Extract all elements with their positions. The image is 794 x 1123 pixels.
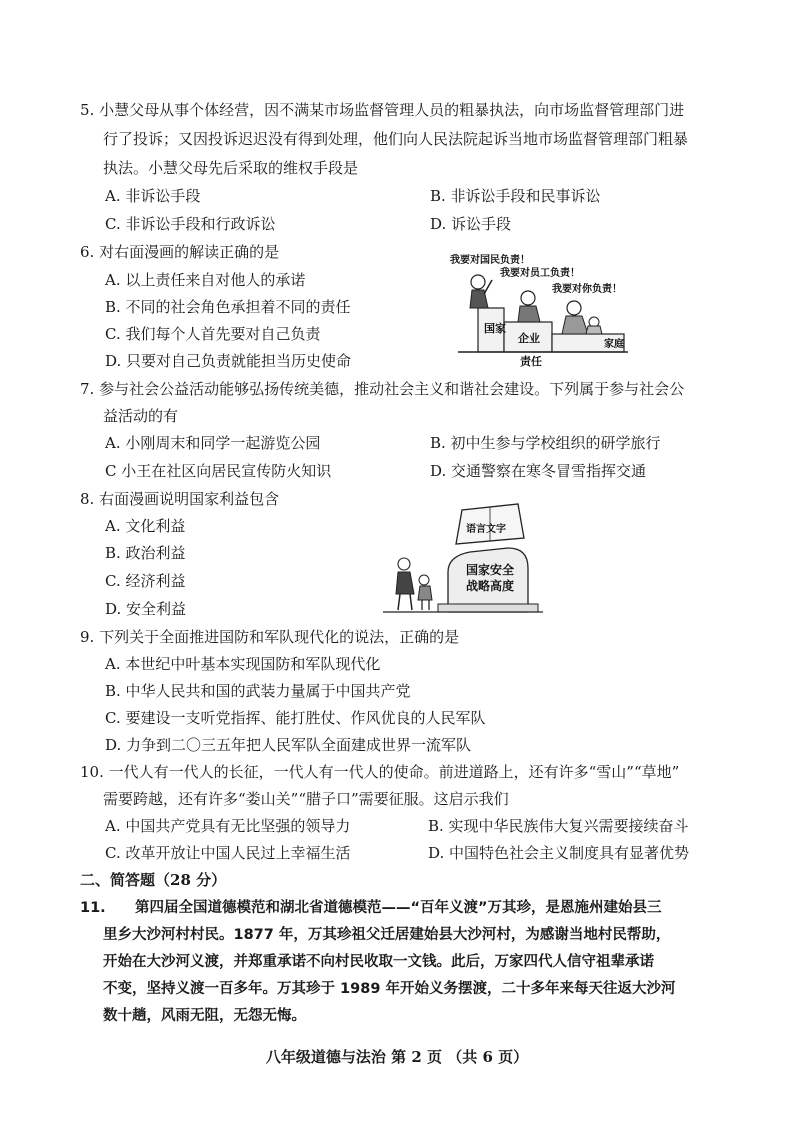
q7-stem-line-1: 7. 参与社会公益活动能够弘扬传统美德，推动社会主义和谐社会建设。下列属于参与社会公 xyxy=(80,380,685,398)
pedestal-label-line-2: 战略高度 xyxy=(466,579,515,593)
q10-option-c: C. 改革开放让中国人民过上幸福生活 xyxy=(105,844,351,862)
q8-option-b: B. 政治利益 xyxy=(105,544,186,562)
q10-stem-line-2: 需要跨越，还有许多“娄山关”“腊子口”需要征服。这启示我们 xyxy=(103,790,509,808)
q7-option-d: D. 交通警察在寒冬冒雪指挥交通 xyxy=(430,462,647,480)
national-interest-cartoon-illustration xyxy=(378,500,548,616)
q7-option-a: A. 小刚周末和同学一起游览公园 xyxy=(105,434,321,452)
q10-option-a: A. 中国共产党具有无比坚强的领导力 xyxy=(105,817,351,835)
q5-option-a: A. 非诉讼手段 xyxy=(105,187,201,205)
q5-stem-line-2: 行了投诉；又因投诉迟迟没有得到处理，他们向人民法院起诉当地市场监督管理部门粗暴 xyxy=(103,130,689,148)
q5-option-c: C. 非诉讼手段和行政诉讼 xyxy=(105,215,276,233)
q8-option-a: A. 文化利益 xyxy=(105,517,186,535)
platform-label-family: 家庭 xyxy=(604,339,624,350)
bubble-employees: 我要对员工负责！ xyxy=(500,268,580,279)
q8-option-d: D. 安全利益 xyxy=(105,600,187,618)
q9-option-a: A. 本世纪中叶基本实现国防和军队现代化 xyxy=(105,655,381,673)
q10-option-d: D. 中国特色社会主义制度具有显著优势 xyxy=(428,844,690,862)
page-footer: 八年级道德与法治 第 2 页 （共 6 页） xyxy=(265,1048,529,1066)
q8-stem: 8. 右面漫画说明国家利益包含 xyxy=(80,490,280,508)
q5-option-b: B. 非诉讼手段和民事诉讼 xyxy=(430,187,601,205)
q11-para-line-2: 里乡大沙河村村民。1877 年，万其珍祖父迁居建始县大沙河村，为感谢当地村民帮助， xyxy=(103,927,671,943)
q10-stem-line-1: 10. 一代人有一代人的长征，一代人有一代人的使命。前进道路上，还有许多“雪山”“草地” xyxy=(80,763,680,781)
section-title-short-answer: 二、简答题（28 分） xyxy=(80,871,227,889)
national-interest-cartoon xyxy=(378,500,548,616)
q9-option-c: C. 要建设一支听党指挥、能打胜仗、作风优良的人民军队 xyxy=(105,709,486,727)
q9-option-d: D. 力争到二〇三五年把人民军队全面建成世界一流军队 xyxy=(105,736,472,754)
responsibility-cartoon xyxy=(448,250,634,368)
q11-para-line-1: 第四届全国道德模范和湖北省道德模范——“百年义渡”万其珍，是恩施州建始县三 xyxy=(135,900,662,916)
q11-number: 11. xyxy=(80,900,106,916)
q7-stem-line-2: 益活动的有 xyxy=(103,407,179,425)
q9-option-b: B. 中华人民共和国的武装力量属于中国共产党 xyxy=(105,682,411,700)
q9-stem: 9. 下列关于全面推进国防和军队现代化的说法，正确的是 xyxy=(80,628,460,646)
responsibility-cartoon-illustration xyxy=(448,250,634,368)
q11-para-line-5: 数十趟，风雨无阻，无怨无悔。 xyxy=(103,1008,306,1024)
q6-option-a: A. 以上责任来自对他人的承诺 xyxy=(105,271,306,289)
book-label: 语言文字 xyxy=(466,524,506,535)
q7-option-b: B. 初中生参与学校组织的研学旅行 xyxy=(430,434,661,452)
q8-option-c: C. 经济利益 xyxy=(105,572,186,590)
q10-option-b: B. 实现中华民族伟大复兴需要接续奋斗 xyxy=(428,817,689,835)
q11-para-line-3: 开始在大沙河义渡，并郑重承诺不向村民收取一文钱。此后，万家四代人信守祖辈承诺 xyxy=(103,954,654,970)
q5-stem-line-3: 执法。小慧父母先后采取的维权手段是 xyxy=(103,159,359,177)
q6-option-c: C. 我们每个人首先要对自己负责 xyxy=(105,325,321,343)
q6-stem: 6. 对右面漫画的解读正确的是 xyxy=(80,243,280,261)
q5-option-d: D. 诉讼手段 xyxy=(430,215,512,233)
q6-option-b: B. 不同的社会角色承担着不同的责任 xyxy=(105,298,351,316)
q5-stem-line-1: 5. 小慧父母从事个体经营，因不满某市场监督管理人员的粗暴执法，向市场监督管理部门进 xyxy=(80,101,685,119)
q7-option-c: C 小王在社区向居民宣传防火知识 xyxy=(105,462,332,480)
q11-para-line-4: 不变，坚持义渡一百多年。万其珍于 1989 年开始义务摆渡，二十多年来每天往返大沙河 xyxy=(103,981,676,997)
pedestal-label-line-1: 国家安全 xyxy=(466,563,515,577)
bubble-you: 我要对你负责！ xyxy=(552,284,622,295)
q6-option-d: D. 只要对自己负责就能担当历史使命 xyxy=(105,352,352,370)
cartoon-caption-responsibility: 责任 xyxy=(520,355,542,368)
platform-label-enterprise: 企业 xyxy=(518,332,540,345)
bubble-nation: 我要对国民负责！ xyxy=(450,255,530,266)
platform-label-nation: 国家 xyxy=(484,322,506,335)
